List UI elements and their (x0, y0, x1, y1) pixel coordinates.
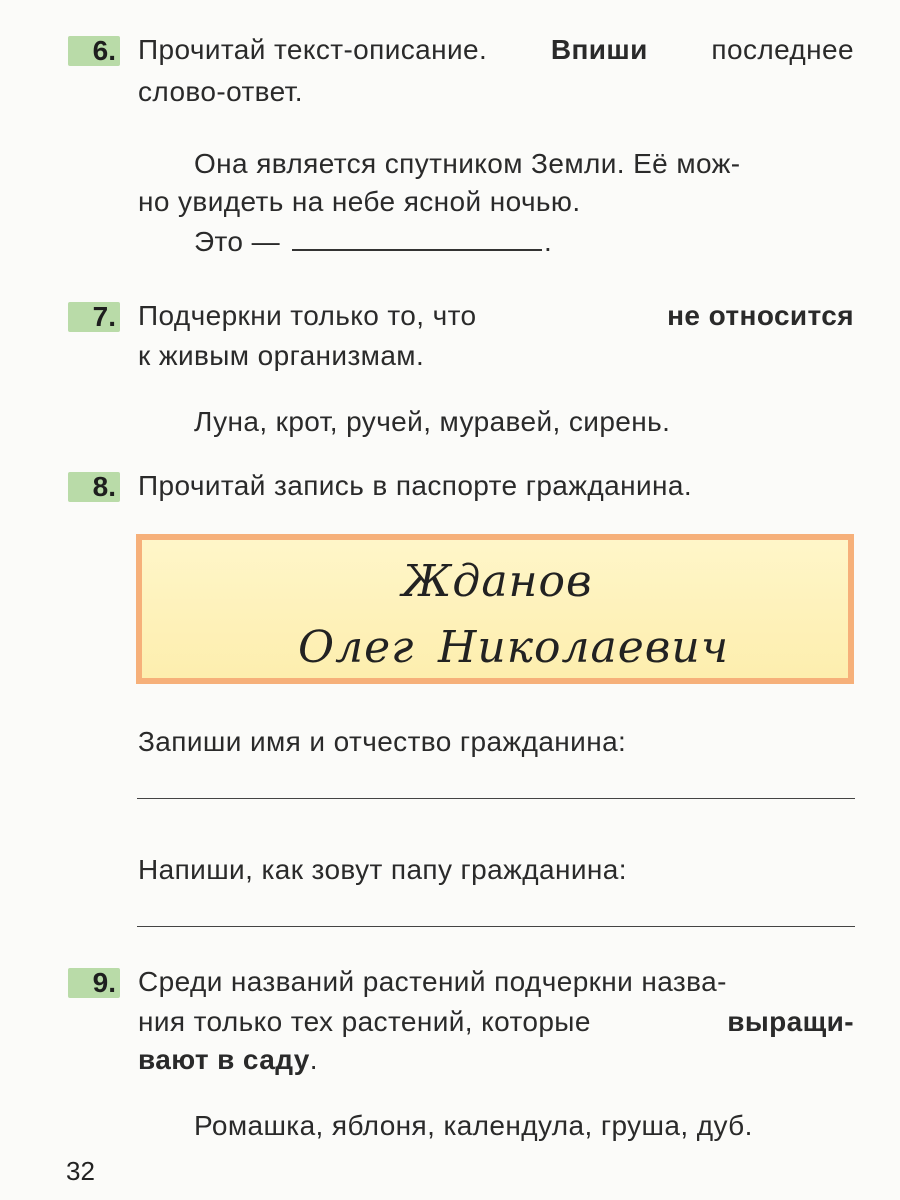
prompt-name-patronymic: Запиши имя и отчество гражданина: (138, 726, 627, 757)
answer-prefix: Это — (194, 226, 280, 257)
instruction-text: последнее (711, 34, 854, 65)
passport-name: Олег (298, 622, 415, 673)
task-number: 6. (68, 36, 120, 66)
instruction-emphasis: не относится (667, 300, 854, 331)
passport-patronymic: Николаевич (438, 622, 730, 673)
instruction-emphasis: Впиши (550, 34, 648, 65)
task-instruction (138, 34, 854, 66)
description-text: но увидеть на небе ясной ночью. (138, 186, 581, 217)
task-number: 7. (68, 302, 120, 332)
word-list[interactable]: Ромашка, яблоня, календула, груша, дуб. (194, 1110, 753, 1141)
answer-blank[interactable] (292, 227, 542, 251)
answer-line[interactable] (137, 798, 855, 799)
description-text: Она является спутником Земли. Её мож- (194, 148, 741, 179)
passport-record (136, 534, 854, 684)
task-instruction-cont: вают в саду. (138, 1044, 318, 1075)
task-instruction (138, 300, 854, 332)
instruction-emphasis: выращи- (727, 1006, 854, 1037)
task-instruction-cont (138, 1006, 854, 1038)
page-number: 32 (66, 1156, 95, 1186)
word-list[interactable]: Луна, крот, ручей, муравей, сирень. (194, 406, 671, 437)
task-number: 8. (68, 472, 120, 502)
instruction-text: ния только тех растений, которые (138, 1006, 591, 1037)
instruction-text: Прочитай текст-описание. (138, 34, 488, 65)
answer-line[interactable] (137, 926, 855, 927)
prompt-father-name: Напиши, как зовут папу гражданина: (138, 854, 627, 885)
answer-row: Это — . (194, 226, 553, 257)
instruction-text: Подчеркни только то, что (138, 300, 477, 331)
task-instruction-cont: к живым организмам. (138, 340, 425, 371)
task-number: 9. (68, 968, 120, 998)
instruction-emphasis: вают в саду (138, 1044, 310, 1075)
task-instruction: Прочитай запись в паспорте гражданина. (138, 470, 693, 501)
task-instruction: Среди названий растений подчеркни назва- (138, 966, 727, 997)
task-instruction-cont: слово-ответ. (138, 76, 303, 107)
passport-surname: Жданов (402, 556, 593, 607)
